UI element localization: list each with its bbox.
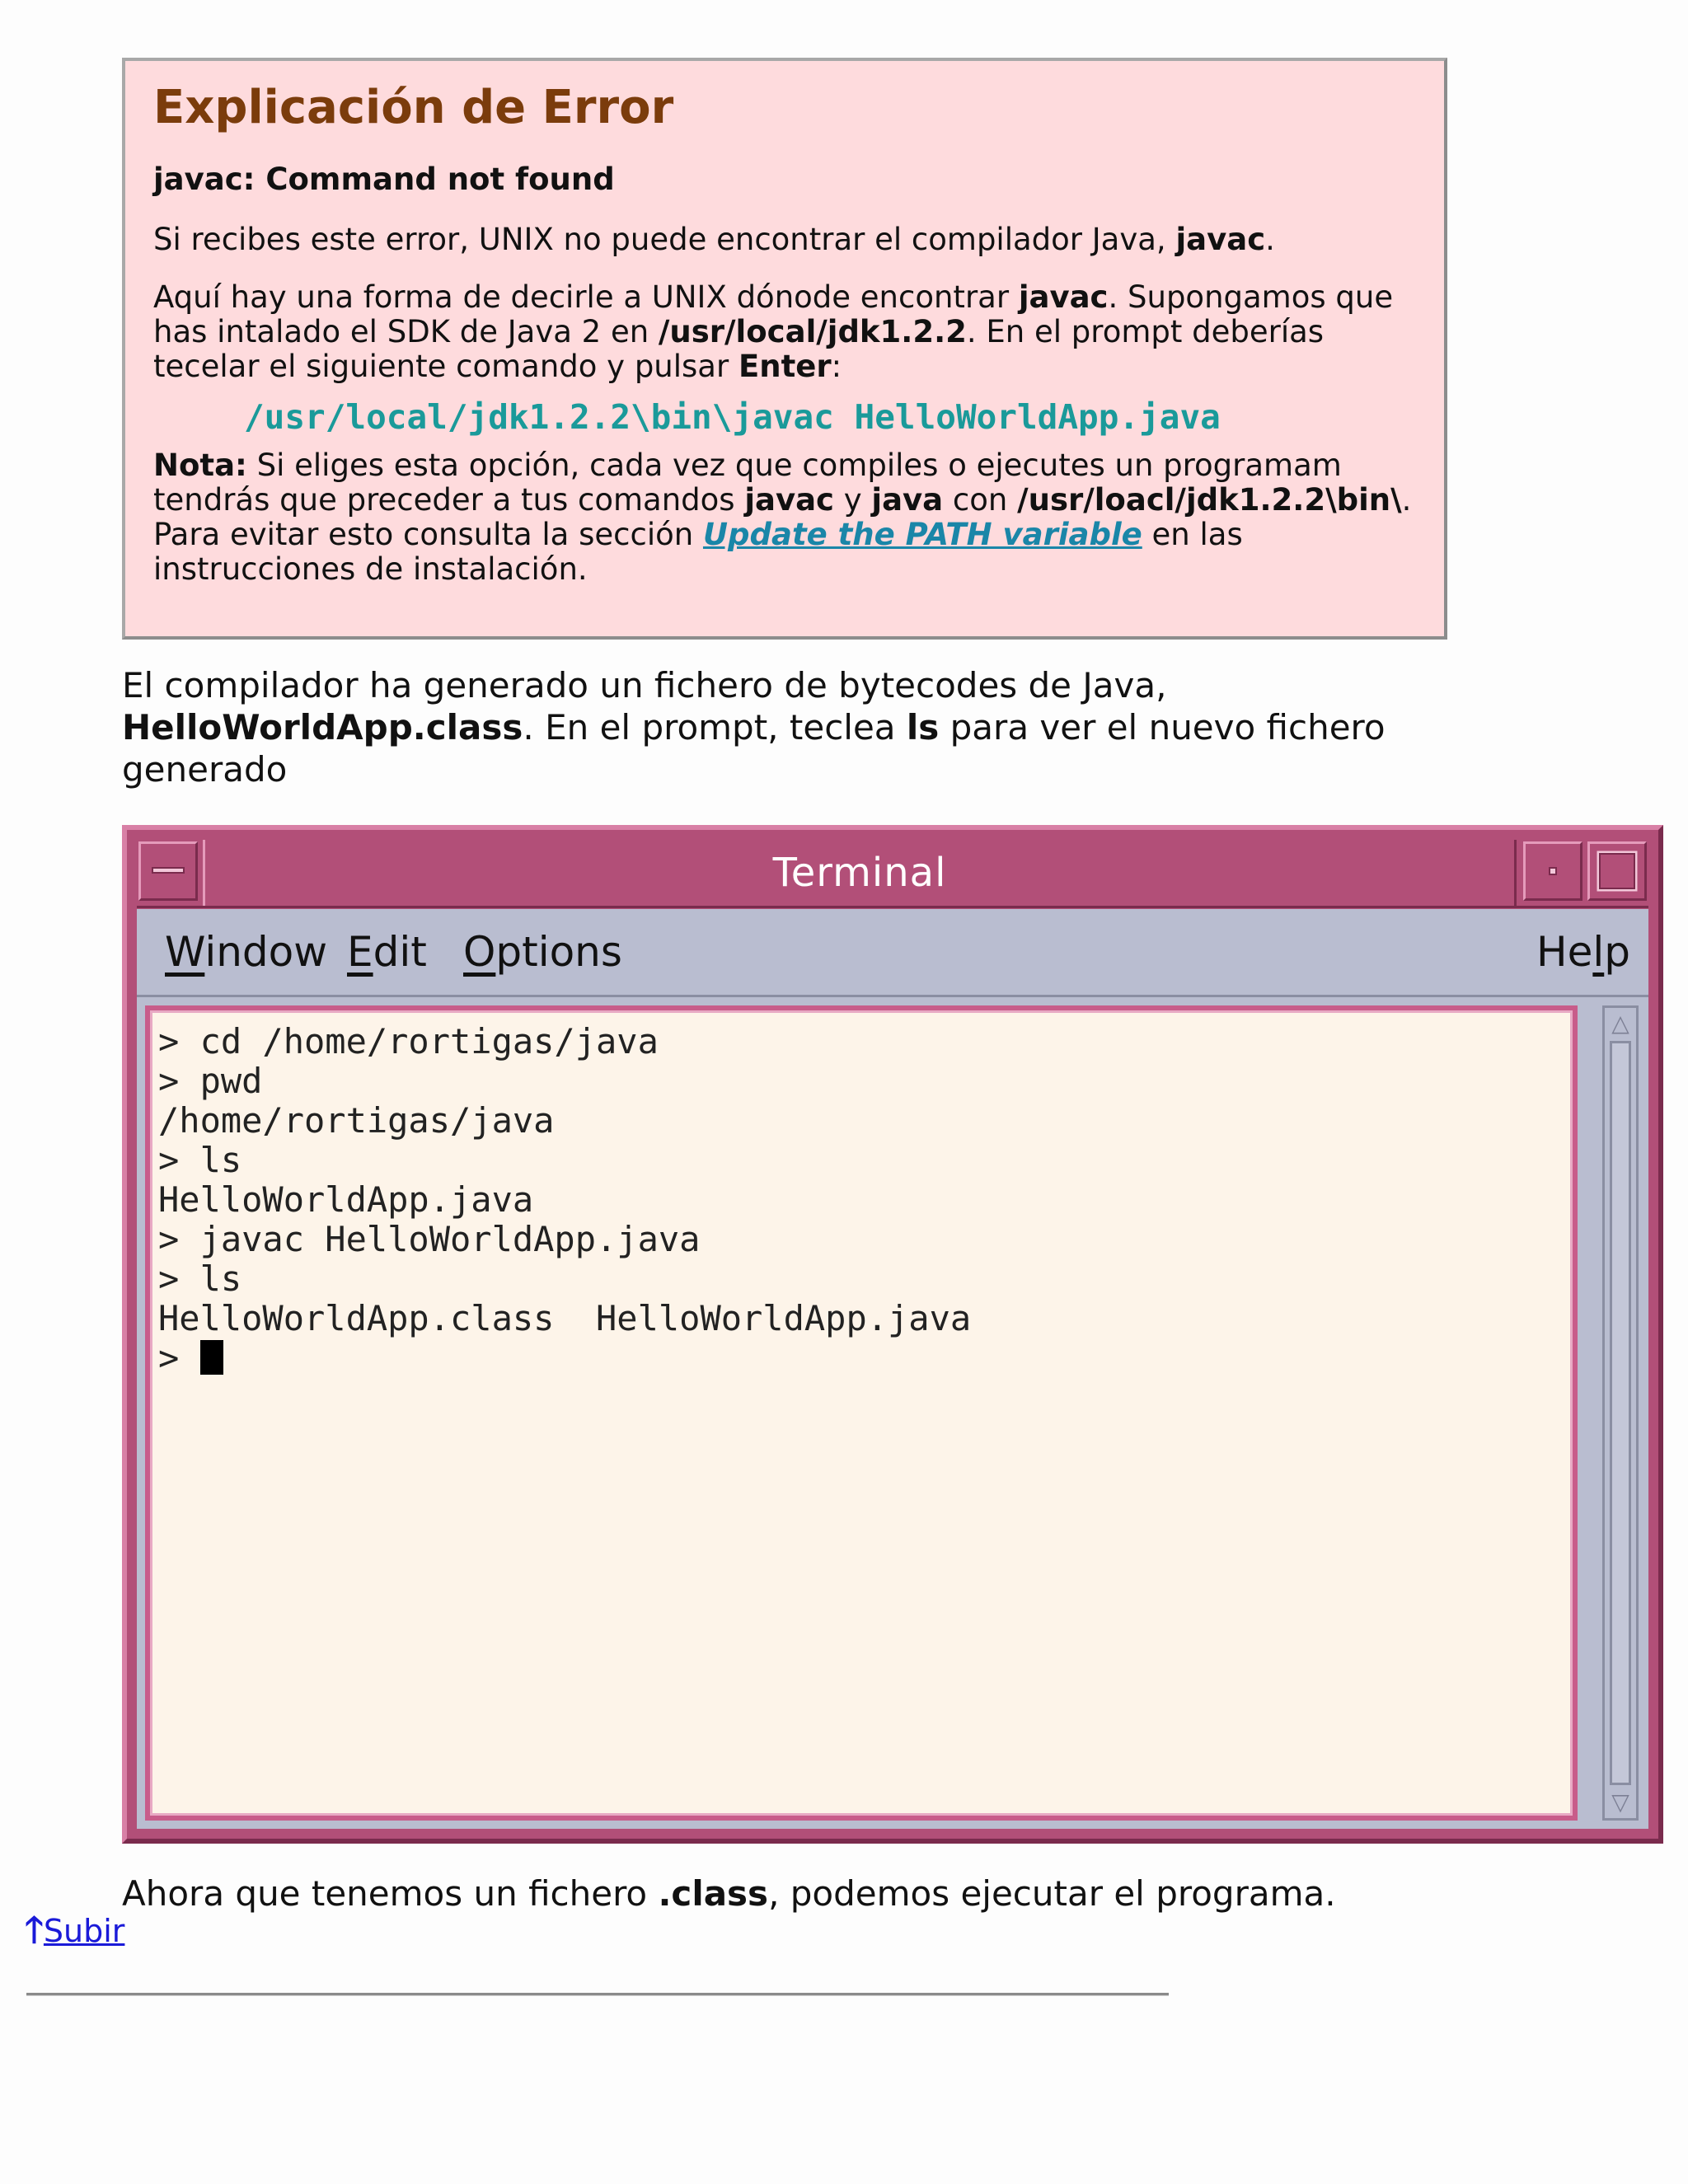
text: Si recibes este error, UNIX no puede encontrar el compilador Java, [153,221,1176,257]
error-paragraph-2 [153,280,1416,384]
text: con [943,481,1018,518]
menu-options[interactable]: Options [463,928,622,976]
terminal-titlebar[interactable] [137,840,1648,908]
terminal-line: > cd /home/rortigas/java [158,1021,659,1062]
text: y [833,481,872,518]
class-file-name: HelloWorldApp.class [122,707,523,748]
window-menu-button[interactable] [138,841,198,901]
note-paragraph [153,448,1416,587]
up-arrow-icon[interactable]: 🡑 [25,1909,44,1951]
error-title: Explicación de Error [153,81,674,134]
scroll-up-icon[interactable]: △ [1611,1010,1629,1037]
horizontal-rule [26,1993,1169,1996]
text: , podemos ejecutar el programa. [768,1873,1336,1914]
update-path-link[interactable]: Update the PATH variable [702,516,1142,552]
terminal-output [158,1022,1564,1378]
error-paragraph-1 [153,223,1416,257]
menu-edit-rest: dit [373,928,427,976]
maximize-icon [1590,844,1644,898]
scroll-down-icon[interactable]: ▽ [1611,1788,1629,1816]
enter-key: Enter [738,348,832,384]
terminal-line: HelloWorldApp.java [158,1179,534,1220]
run-paragraph [122,1872,1540,1915]
menu-help[interactable]: Help [1536,928,1630,976]
terminal-window [122,825,1663,1844]
maximize-button[interactable] [1587,841,1647,901]
text: . Para evitar esto consulta la sección [153,481,1412,552]
terminal-line: /home/rortigas/java [158,1100,555,1141]
text: en las instrucciones de instalación. [153,516,1243,587]
terminal-line: > ls [158,1140,242,1180]
terminal-screen[interactable] [145,1005,1578,1821]
terminal-line: > pwd [158,1061,263,1101]
window-title: Terminal [203,840,1517,906]
text: El compilador ha generado un fichero de bytecodes de Java, [122,665,1167,705]
ls-command: ls [906,707,940,748]
minimize-icon [1526,844,1580,898]
menu-window-rest: indow [204,928,328,976]
bin-path: /usr/loacl/jdk1.2.2\bin\ [1017,481,1402,518]
text: . En el prompt deberías tecelar el siguiente comando y pulsar [153,313,1325,384]
text: para ver el nuevo fichero generado [122,707,1386,790]
text: Si eliges esta opción, cada vez que compiles o ejecutes un programam tendrás que preceder a tus comandos [153,447,1342,518]
menu-window[interactable]: Window [165,928,328,976]
terminal-menubar [137,909,1648,997]
terminal-line: HelloWorldApp.class HelloWorldApp.java [158,1298,972,1338]
vertical-scrollbar[interactable] [1602,1005,1639,1821]
javac-term: javac [1175,221,1266,257]
menu-help-rest: p [1604,928,1630,976]
terminal-line: > javac HelloWorldApp.java [158,1219,701,1259]
up-nav [25,1910,124,1951]
javac-term: javac [1018,279,1109,315]
up-link[interactable]: Subir [43,1913,125,1949]
error-subtitle: javac: Command not found [153,161,615,197]
text: : [831,348,842,384]
menu-edit[interactable]: Edit [347,928,427,976]
menu-options-rest: ptions [495,928,622,976]
text: . En el prompt, teclea [523,707,907,748]
command-example: /usr/local/jdk1.2.2\bin\javac HelloWorldApp.java [244,396,1221,437]
javac-term: javac [744,481,834,518]
scroll-track[interactable] [1610,1041,1631,1785]
minus-icon [141,844,195,898]
text: Ahora que tenemos un fichero [122,1873,659,1914]
terminal-prompt: > [158,1338,200,1378]
text: . [1265,221,1275,257]
java-term: java [871,481,944,518]
text-cursor [200,1340,223,1375]
note-label: Nota: [153,447,247,483]
class-extension: .class [658,1873,769,1914]
minimize-button[interactable] [1523,841,1582,901]
terminal-line: > ls [158,1258,242,1299]
jdk-path: /usr/local/jdk1.2.2 [658,313,967,349]
error-explanation-box [122,58,1447,640]
compiler-paragraph [122,664,1540,790]
text: Aquí hay una forma de decirle a UNIX dónode encontrar [153,279,1019,315]
text: . Supongamos que has intalado el SDK de Java 2 en [153,279,1394,349]
menu-help-start: He [1536,928,1593,976]
terminal-body [137,997,1648,1829]
